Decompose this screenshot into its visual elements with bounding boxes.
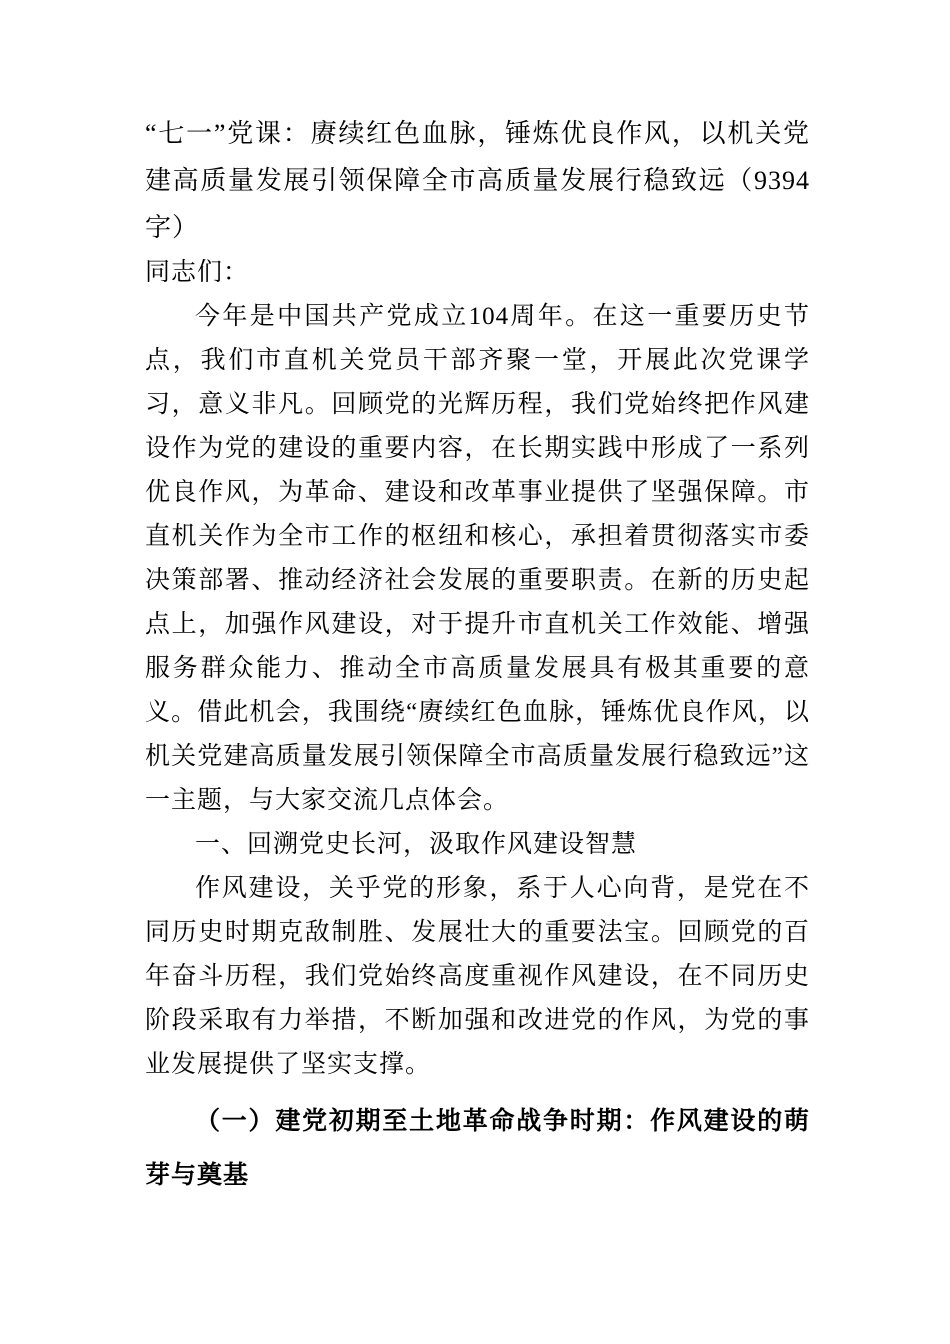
document-title: “七一”党课：赓续红色血脉，锤炼优良作风，以机关党建高质量发展引领保障全市高质量发展行稳致远（9394字） bbox=[145, 119, 810, 242]
paragraph-intro: 今年是中国共产党成立104周年。在这一重要历史节点，我们市直机关党员干部齐聚一堂，开展此次党课学习，意义非凡。回顾党的光辉历程，我们党始终把作风建设作为党的建设的重要内容，在长期实践中形成了一系列优良作风，为革命、建设和改革事业提供了坚强保障。市直机关作为全市工作的枢纽和核心，承担着贯彻落实市委决策部署、推动经济社会发展的重要职责。在新的历史起点上，加强作风建设，对于提升市直机关工作效能、增强服务群众能力、推动全市高质量发展具有极其重要的意义。借此机会，我围绕“赓续红色血脉，锤炼优良作风，以机关党建高质量发展引领保障全市高质量发展行稳致远”这一主题，与大家交流几点体会。 bbox=[145, 303, 810, 814]
section-heading-1: 一、回溯党史长河，汲取作风建设智慧 bbox=[195, 831, 638, 858]
salutation: 同志们： bbox=[145, 259, 250, 286]
subsection-heading-1: （一）建党初期至土地革命战争时期：作风建设的萌芽与奠基 bbox=[145, 1108, 810, 1189]
paragraph-history-overview: 作风建设，关乎党的形象，系于人心向背，是党在不同历史时期克敌制胜、发展壮大的重要法宝。回顾党的百年奋斗历程，我们党始终高度重视作风建设，在不同历史阶段采取有力举措，不断加强和改进党的作风，为党的事业发展提供了坚实支撑。 bbox=[145, 875, 810, 1078]
